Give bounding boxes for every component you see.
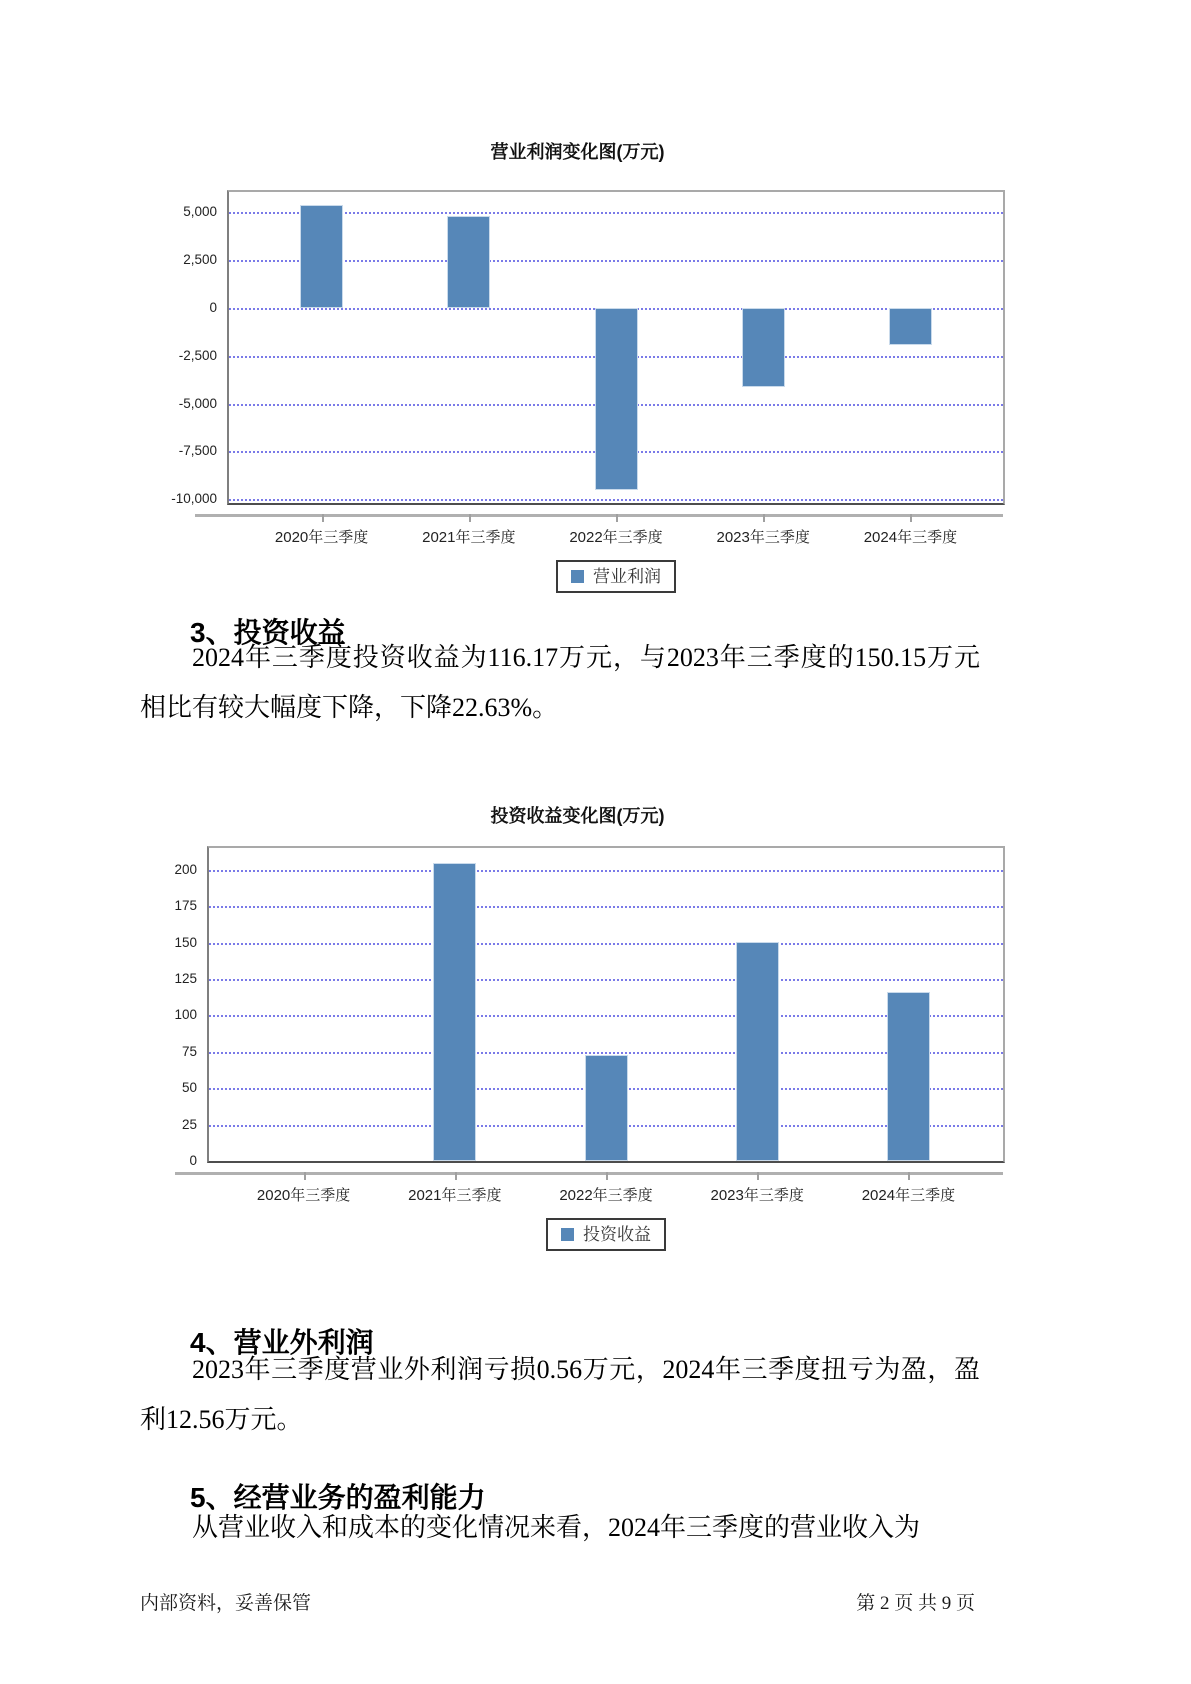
bar: [889, 308, 932, 345]
legend-swatch-icon: [561, 1228, 574, 1241]
y-axis-tick-label: 75: [181, 1043, 197, 1059]
bar: [887, 992, 930, 1161]
x-axis-labels: [150, 528, 1005, 548]
x-axis-tick-label: 2023年三季度: [716, 529, 810, 546]
gridline: [209, 979, 1003, 981]
legend-box: [546, 1218, 666, 1251]
x-axis-tick: [763, 514, 765, 522]
bar: [447, 216, 490, 307]
chart-title: 投资收益变化图(万元): [490, 806, 665, 826]
chart-plot-area: [150, 190, 1005, 505]
x-axis-tick-label: 2024年三季度: [861, 1187, 956, 1204]
y-axis-labels: [150, 190, 217, 505]
gridline: [229, 260, 1003, 262]
x-axis-tick: [616, 514, 618, 522]
x-axis-line: [175, 1172, 1003, 1175]
investment-income-chart: [150, 804, 1005, 1251]
y-axis-tick-label: 125: [174, 971, 197, 987]
y-axis-tick-label: 5,000: [183, 203, 217, 219]
x-axis-tick-label: 2020年三季度: [274, 529, 369, 546]
x-axis-tick: [322, 514, 324, 522]
x-axis-tick: [910, 514, 912, 522]
gridline: [209, 943, 1003, 945]
y-axis-tick-label: 0: [209, 299, 217, 315]
footer-confidential-note: 内部资料，妥善保管: [140, 1593, 312, 1614]
gridline: [209, 1015, 1003, 1017]
y-axis-tick-label: 150: [174, 934, 197, 950]
gridline: [209, 1052, 1003, 1054]
chart-plot-area: [150, 846, 1005, 1168]
bar: [300, 205, 343, 307]
x-axis: [150, 1172, 1005, 1182]
x-axis-tick-label: 2024年三季度: [863, 529, 958, 546]
x-axis-line: [195, 514, 1003, 517]
x-axis-tick: [908, 1172, 910, 1180]
y-axis-tick-label: -2,500: [178, 347, 217, 363]
y-axis-tick-label: -5,000: [178, 395, 217, 411]
footer-page-number: 第 2 页 共 9 页: [856, 1593, 975, 1614]
y-axis-tick-label: 0: [189, 1153, 197, 1168]
y-axis-tick-label: 25: [181, 1116, 197, 1132]
bar: [742, 308, 785, 387]
bar: [595, 308, 638, 491]
chart-title: 营业利润变化图(万元): [490, 142, 665, 162]
x-axis-tick: [606, 1172, 608, 1180]
gridline: [229, 212, 1003, 214]
y-axis-tick-label: 50: [181, 1080, 197, 1096]
x-axis-tick-label: 2021年三季度: [408, 1187, 502, 1204]
legend-label: 投资收益: [583, 1225, 651, 1244]
y-axis-tick-label: -10,000: [171, 491, 217, 507]
y-axis-tick-label: -7,500: [178, 443, 217, 459]
plot-canvas: [207, 846, 1005, 1163]
x-axis-tick-label: 2022年三季度: [569, 529, 663, 546]
bar: [585, 1055, 628, 1161]
y-axis-tick-label: 2,500: [183, 251, 217, 267]
x-axis-tick: [455, 1172, 457, 1180]
y-axis-tick-label: 200: [174, 861, 197, 877]
gridline: [229, 499, 1003, 501]
section-heading-3: 3、投资收益: [190, 617, 346, 649]
x-axis-labels: [150, 1186, 1005, 1206]
y-axis-tick-label: 100: [174, 1007, 197, 1023]
section-paragraph-4: 2023年三季度营业外利润亏损0.56万元，2024年三季度扭亏为盈，盈利12.56万元。: [140, 1355, 980, 1434]
legend-box: [556, 560, 676, 593]
operating-profit-chart: [150, 140, 1005, 593]
gridline: [209, 870, 1003, 872]
bar: [736, 942, 779, 1161]
legend-row: [150, 1218, 1005, 1251]
page-footer: [0, 1588, 1191, 1615]
y-axis-labels: [150, 846, 197, 1168]
section-heading-5: 5、经营业务的盈利能力: [190, 1482, 486, 1514]
legend-row: [150, 560, 1005, 593]
section-heading-4: 4、营业外利润: [190, 1327, 374, 1359]
gridline: [209, 906, 1003, 908]
section-paragraph-3: 2024年三季度投资收益为116.17万元，与2023年三季度的150.15万元相比有较大幅度下降，下降22.63%。: [140, 643, 980, 722]
bar: [433, 863, 476, 1161]
x-axis-tick: [469, 514, 471, 522]
section-paragraph-5: 从营业收入和成本的变化情况来看，2024年三季度的营业收入为: [192, 1513, 921, 1542]
x-axis-tick-label: 2021年三季度: [422, 529, 516, 546]
legend-swatch-icon: [571, 570, 584, 583]
x-axis-tick: [304, 1172, 306, 1180]
x-axis-tick-label: 2022年三季度: [559, 1187, 653, 1204]
x-axis-tick-label: 2023年三季度: [710, 1187, 804, 1204]
x-axis-tick: [757, 1172, 759, 1180]
y-axis-tick-label: 175: [174, 898, 197, 914]
legend-label: 营业利润: [593, 567, 661, 586]
plot-canvas: [227, 190, 1005, 505]
x-axis-tick-label: 2020年三季度: [256, 1187, 351, 1204]
x-axis: [150, 514, 1005, 524]
